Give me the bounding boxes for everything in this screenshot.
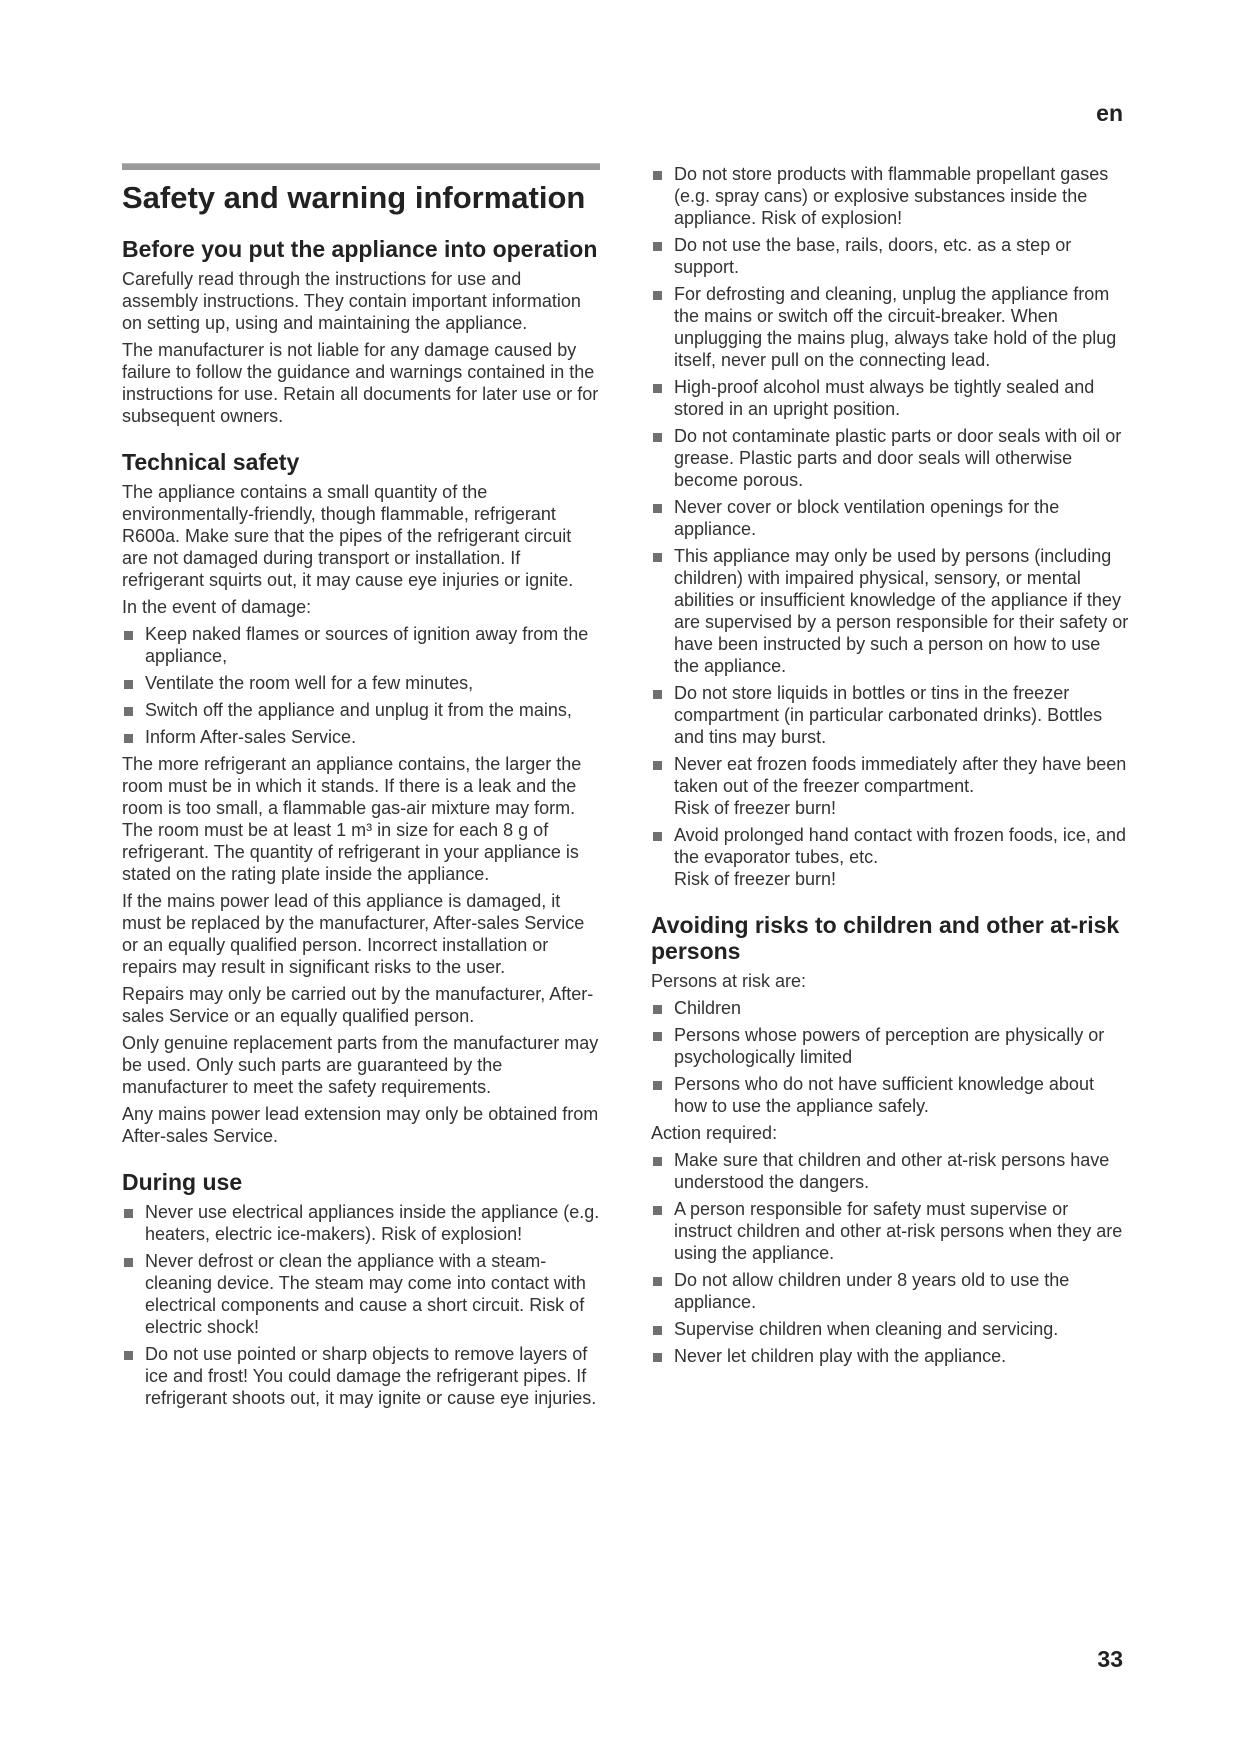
bullet-square-icon (653, 291, 662, 300)
bullet-square-icon (653, 1032, 662, 1041)
paragraph: Carefully read through the instructions for use and assembly instructions. They contain important information on setting up, using and maintaining the appliance. (122, 269, 581, 333)
page-number: 33 (1097, 1646, 1123, 1672)
bullet-square-icon (124, 631, 133, 640)
bullet-square-icon (653, 1081, 662, 1090)
left-column (122, 163, 600, 1431)
list-item: Never let children play with the appliance. (651, 1345, 1129, 1367)
list-item: This appliance may only be used by persons (including children) with impaired physical, sensory, or mental abilities or insufficient knowledge of the appliance if they are supervised by a person responsible for their safety or have been instructed by such a person on how to use the appliance. (651, 545, 1129, 677)
title-rule (122, 163, 600, 170)
bullet-square-icon (653, 171, 662, 180)
bullet-square-icon (653, 504, 662, 513)
list-item: Ventilate the room well for a few minutes, (122, 672, 600, 694)
right-column (651, 163, 1129, 1389)
list-item: Persons whose powers of perception are physically or psychologically limited (651, 1024, 1129, 1068)
action-list (651, 1149, 1129, 1367)
bullet-square-icon (653, 1157, 662, 1166)
list-item: Never cover or block ventilation openings for the appliance. (651, 496, 1129, 540)
bullet-square-icon (653, 384, 662, 393)
bullet-square-icon (653, 433, 662, 442)
bullet-square-icon (124, 707, 133, 716)
heading-technical-safety: Technical safety (122, 449, 300, 475)
bullet-square-icon (653, 832, 662, 841)
bullet-square-icon (653, 761, 662, 770)
section-technical-safety (122, 449, 600, 1147)
list-item: Never use electrical appliances inside the appliance (e.g. heaters, electric ice-makers). Risk of explosion! (122, 1201, 600, 1245)
list-item: Do not store liquids in bottles or tins in the freezer compartment (in particular carbonated drinks). Bottles and tins may burst. (651, 682, 1129, 748)
paragraph: Repairs may only be carried out by the manufacturer, After-sales Service or an equally qualified person. (122, 984, 594, 1026)
list-item: High-proof alcohol must always be tightly sealed and stored in an upright position. (651, 376, 1129, 420)
paragraph: If the mains power lead of this appliance is damaged, it must be replaced by the manufacturer, After-sales Service or an equally qualified person. Incorrect installation or repairs may result in significant risks to the user. (122, 891, 585, 977)
list-item: For defrosting and cleaning, unplug the appliance from the mains or switch off the circuit-breaker. When unplugging the mains plug, always take hold of the plug itself, never pull on the connecting lead. (651, 283, 1129, 371)
paragraph: In the event of damage: (122, 597, 312, 617)
section-before-operation (122, 236, 600, 427)
paragraph: Only genuine replacement parts from the manufacturer may be used. Only such parts are guaranteed by the manufacturer to meet the safety requirements. (122, 1033, 599, 1097)
list-item: Do not store products with flammable propellant gases (e.g. spray cans) or explosive substances inside the appliance. Risk of explosion! (651, 163, 1129, 229)
bullet-square-icon (653, 242, 662, 251)
list-item: Avoid prolonged hand contact with frozen foods, ice, and the evaporator tubes, etc. Risk of freezer burn! (651, 824, 1129, 890)
paragraph: The appliance contains a small quantity of the environmentally-friendly, though flammable, refrigerant R600a. Make sure that the pipes of the refrigerant circuit are not damaged during transport or installation. If refrigerant squirts out, it may cause eye injuries or ignite. (122, 482, 574, 590)
page-title: Safety and warning information (122, 180, 586, 215)
bullet-square-icon (124, 734, 133, 743)
bullet-square-icon (124, 1209, 133, 1218)
bullet-square-icon (124, 1351, 133, 1360)
paragraph: The more refrigerant an appliance contains, the larger the room must be in which it stands. If there is a leak and the room is too small, a flammable gas-air mixture may form. The room must be at least 1 m³ in size for each 8 g of refrigerant. The quantity of refrigerant in your appliance is stated on the rating plate inside the appliance. (122, 754, 582, 884)
bullet-square-icon (653, 690, 662, 699)
list-item: Keep naked flames or sources of ignition away from the appliance, (122, 623, 600, 667)
bullet-square-icon (653, 1353, 662, 1362)
list-item: Do not use pointed or sharp objects to remove layers of ice and frost! You could damage the refrigerant pipes. If refrigerant shoots out, it may ignite or cause eye injuries. (122, 1343, 600, 1409)
paragraph: Persons at risk are: (651, 971, 807, 991)
paragraph: Action required: (651, 1123, 778, 1143)
list-item: Never defrost or clean the appliance with a steam-cleaning device. The steam may come into contact with electrical components and cause a short circuit. Risk of electric shock! (122, 1250, 600, 1338)
during-use-list-right (651, 163, 1129, 890)
heading-before-operation: Before you put the appliance into operation (122, 236, 598, 262)
list-item: Inform After-sales Service. (122, 726, 600, 748)
section-during-use (122, 1169, 600, 1409)
paragraph: The manufacturer is not liable for any damage caused by failure to follow the guidance and warnings contained in the instructions for use. Retain all documents for later use or for subsequent owners. (122, 340, 599, 426)
bullet-square-icon (653, 1005, 662, 1014)
heading-children: Avoiding risks to children and other at-risk persons (651, 912, 1120, 964)
damage-list (122, 623, 600, 748)
at-risk-list (651, 997, 1129, 1117)
list-item: Supervise children when cleaning and servicing. (651, 1318, 1129, 1340)
list-item: Do not allow children under 8 years old to use the appliance. (651, 1269, 1129, 1313)
list-item: Switch off the appliance and unplug it from the mains, (122, 699, 600, 721)
list-item: Do not contaminate plastic parts or door seals with oil or grease. Plastic parts and door seals will otherwise become porous. (651, 425, 1129, 491)
list-item: Do not use the base, rails, doors, etc. as a step or support. (651, 234, 1129, 278)
list-item: Children (651, 997, 1129, 1019)
list-item: Never eat frozen foods immediately after they have been taken out of the freezer compartment. Risk of freezer burn! (651, 753, 1129, 819)
during-use-list-left (122, 1201, 600, 1409)
bullet-square-icon (124, 680, 133, 689)
heading-during-use: During use (122, 1169, 243, 1195)
list-item: Make sure that children and other at-risk persons have understood the dangers. (651, 1149, 1129, 1193)
bullet-square-icon (653, 1206, 662, 1215)
section-children (651, 912, 1129, 1367)
bullet-square-icon (653, 1326, 662, 1335)
bullet-square-icon (124, 1258, 133, 1267)
language-code: en (1096, 100, 1123, 126)
list-item: A person responsible for safety must supervise or instruct children and other at-risk persons when they are using the appliance. (651, 1198, 1129, 1264)
bullet-square-icon (653, 1277, 662, 1286)
bullet-square-icon (653, 553, 662, 562)
paragraph: Any mains power lead extension may only be obtained from After-sales Service. (122, 1104, 599, 1146)
list-item: Persons who do not have sufficient knowledge about how to use the appliance safely. (651, 1073, 1129, 1117)
